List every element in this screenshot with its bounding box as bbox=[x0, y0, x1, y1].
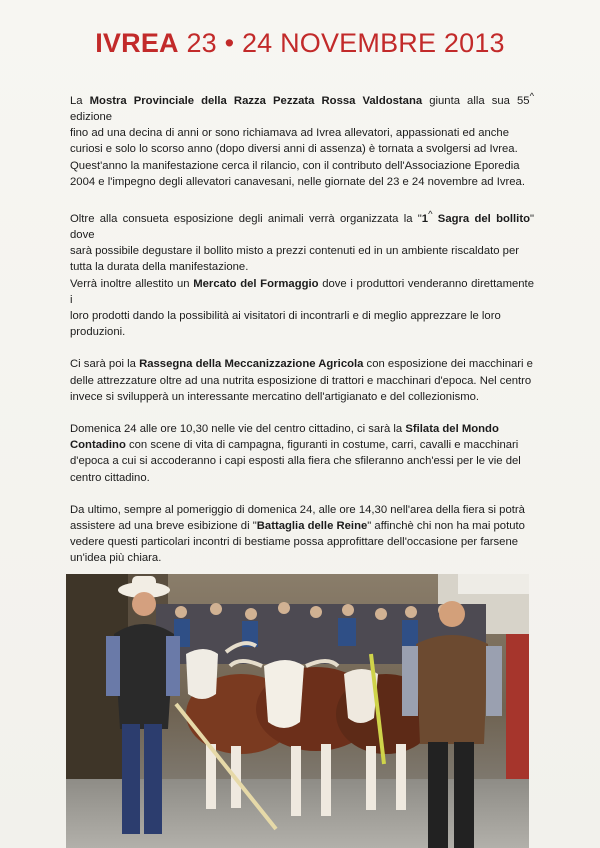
paragraph bbox=[70, 421, 534, 486]
bold-text: Mostra Provinciale della Razza Pezzata Rossa Valdostana bbox=[89, 94, 423, 107]
text-line bbox=[70, 259, 534, 275]
text-segment: dove i produttori venderanno direttamente i bbox=[70, 277, 534, 306]
text-line bbox=[70, 534, 534, 550]
text-line bbox=[70, 324, 534, 340]
text-segment: invece si svilupperà un interessante mercatino dell'artigianato e del collezionismo. bbox=[70, 390, 480, 403]
text-line bbox=[70, 453, 534, 469]
text-segment: sarà possibile degustare il bollito misto a prezzi contenuti ed in un ambiente riscaldato per bbox=[70, 245, 519, 258]
text-segment: Da ultimo, sempre al pomeriggio di domenica 24, alle ore 14,30 nell'area della fiera si potrà bbox=[70, 503, 525, 516]
bold-text: Battaglia delle Reine bbox=[256, 520, 368, 532]
text-segment: Oltre alla consueta esposizione degli animali verrà organizzata la " bbox=[70, 212, 422, 225]
text-segment: Ci sarà poi la bbox=[70, 358, 140, 371]
text-line bbox=[70, 470, 534, 486]
text-line bbox=[70, 206, 534, 243]
superscript: ^ bbox=[428, 207, 433, 219]
bold-text: Sagra del bollito bbox=[432, 212, 530, 225]
text-segment: Verrà inoltre allestito un bbox=[70, 277, 194, 290]
flyer-body-text bbox=[70, 88, 534, 631]
text-line bbox=[70, 373, 534, 389]
text-segment: assistere ad una breve esibizione di " bbox=[70, 520, 257, 532]
text-segment: Quest'anno la manifestazione cerca il rilancio, con il contributo dell'Associazione Eporedia bbox=[70, 159, 520, 172]
text-line bbox=[70, 437, 534, 453]
text-segment: tutta la durata della manifestazione. bbox=[70, 261, 249, 274]
text-line bbox=[70, 389, 534, 405]
text-segment: centro cittadino. bbox=[70, 471, 150, 484]
text-line bbox=[70, 141, 534, 157]
text-line bbox=[70, 502, 534, 518]
bold-text: Rassegna della Meccanizzazione Agricola bbox=[139, 358, 364, 371]
text-line bbox=[70, 243, 534, 259]
paragraph bbox=[70, 356, 534, 405]
text-segment: " affinchè chi non ha mai potuto bbox=[367, 520, 525, 532]
text-line bbox=[70, 308, 534, 324]
text-line bbox=[70, 421, 534, 437]
text-segment: produzioni. bbox=[70, 326, 126, 339]
cattle-parade-photo bbox=[66, 574, 529, 848]
text-segment: un'idea più chiara. bbox=[70, 552, 162, 565]
superscript: ^ bbox=[529, 90, 534, 101]
title-city: IVREA bbox=[95, 28, 179, 58]
text-segment: " dove bbox=[70, 212, 534, 241]
bold-text: Sfilata del Mondo bbox=[405, 422, 499, 435]
title-dates: 23 • 24 NOVEMBRE 2013 bbox=[186, 28, 505, 58]
text-line bbox=[70, 158, 534, 174]
text-line bbox=[70, 276, 534, 308]
bold-text: Contadino bbox=[70, 439, 126, 452]
text-segment: con scene di vita di campagna, figuranti in costume, carri, cavalli e macchinari bbox=[125, 439, 519, 452]
bold-text: Mercato del Formaggio bbox=[193, 277, 319, 290]
text-segment: con esposizione dei macchinari e bbox=[363, 358, 533, 371]
paragraph bbox=[70, 88, 534, 190]
text-segment: edizione bbox=[70, 110, 113, 123]
text-line bbox=[70, 356, 534, 372]
text-segment: fino ad una decina di anni or sono richiamava ad Ivrea allevatori, appassionati ed anche bbox=[70, 127, 509, 140]
text-segment: La bbox=[70, 94, 90, 107]
text-segment: loro prodotti dando la possibilità ai visitatori di incontrarli e di meglio apprezzare le loro bbox=[70, 309, 501, 322]
text-line bbox=[70, 88, 534, 125]
text-segment: vedere questi particolari incontri di bestiame possa approfittare dell'occasione per farsene bbox=[70, 536, 519, 549]
paragraph bbox=[70, 206, 534, 340]
text-segment: 2004 e l'impegno degli allevatori canavesani, nelle giornate del 23 e 24 novembre ad Ivrea. bbox=[70, 175, 525, 188]
bold-text: 1 bbox=[421, 212, 429, 225]
text-line bbox=[70, 550, 534, 566]
text-line bbox=[70, 518, 534, 534]
flyer-title bbox=[0, 28, 600, 59]
text-segment: curiosi e solo lo scorso anno (dopo diversi anni di assenza) è tornata a svolgersi ad Ivrea. bbox=[70, 143, 518, 156]
text-line bbox=[70, 125, 534, 141]
text-segment: Domenica 24 alle ore 10,30 nelle vie del centro cittadino, ci sarà la bbox=[70, 422, 406, 435]
paragraph bbox=[70, 502, 534, 567]
text-segment: delle attrezzature oltre ad una nutrita esposizione di trattori e macchinari d'epoca. Nel centro bbox=[70, 374, 532, 387]
text-segment: giunta alla sua 55 bbox=[422, 94, 530, 107]
text-segment: d'epoca a cui si accoderanno i capi esposti alla fiera che sfileranno anch'essi per le vie del bbox=[70, 455, 521, 468]
text-line bbox=[70, 174, 534, 190]
